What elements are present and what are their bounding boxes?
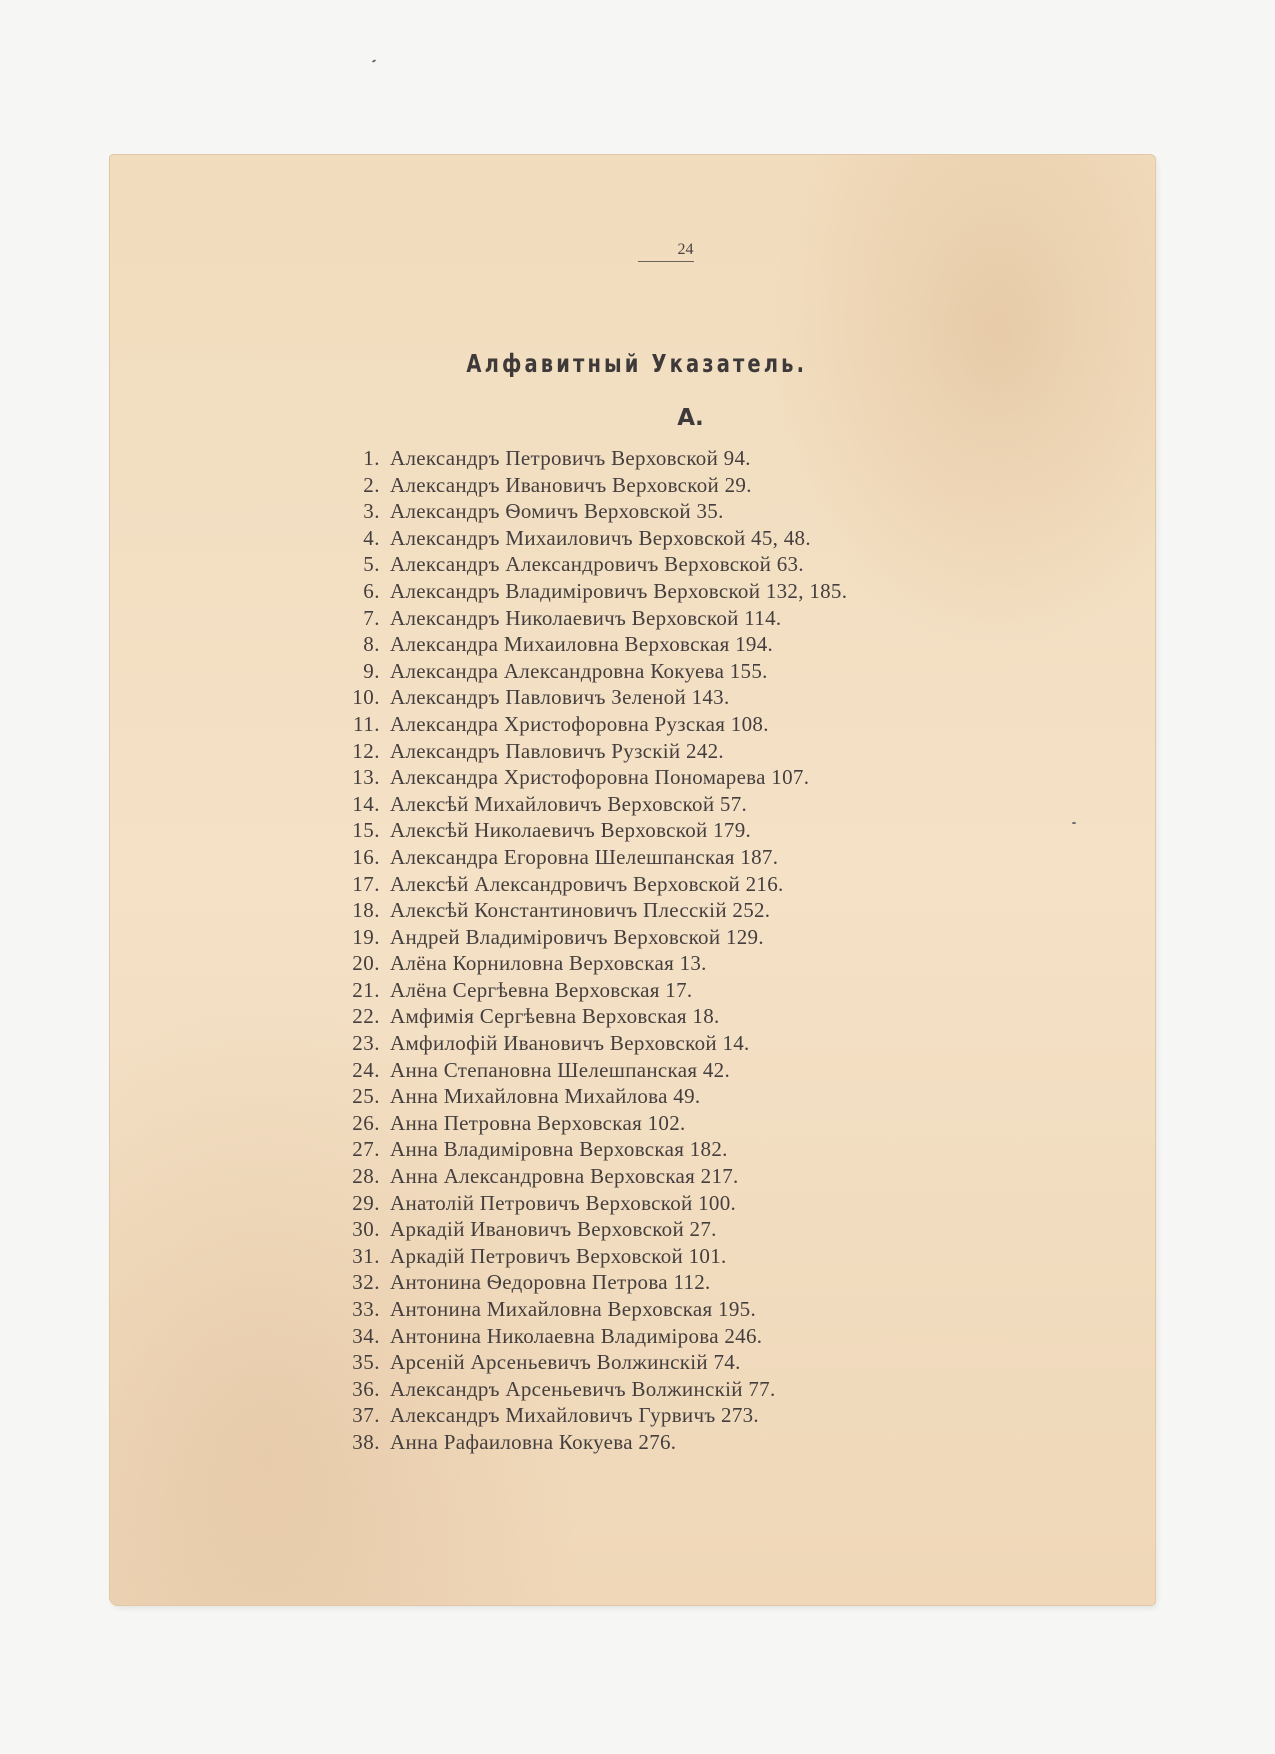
- entry-text: Алёна Корниловна Верховская 13.: [390, 951, 707, 976]
- entry-number: 26.: [352, 1110, 380, 1135]
- document-page: [110, 155, 1155, 1605]
- index-list: [330, 445, 847, 1456]
- index-entry: [330, 1190, 847, 1217]
- index-entry: [330, 1323, 847, 1350]
- entry-text: Амфилофій Ивановичъ Верховской 14.: [390, 1031, 750, 1056]
- index-entry: [330, 658, 847, 685]
- entry-text: Александра Егоровна Шелешпанская 187.: [390, 844, 779, 869]
- index-entry: [330, 871, 847, 898]
- entry-text: Александръ Александровичъ Верховской 63.: [390, 552, 804, 577]
- index-entry: [330, 1269, 847, 1296]
- entry-number: 17.: [352, 871, 380, 896]
- entry-number: 16.: [352, 844, 380, 869]
- entry-text: Александръ Ивановичъ Верховской 29.: [390, 472, 752, 497]
- index-entry: [330, 1429, 847, 1456]
- index-entry: [330, 1030, 847, 1057]
- entry-number: 11.: [353, 711, 380, 736]
- entry-text: Анна Рафаиловна Кокуева 276.: [390, 1429, 677, 1454]
- entry-text: Анна Петровна Верховская 102.: [390, 1110, 686, 1135]
- entry-text: Александръ Павловичъ Зеленой 143.: [390, 685, 730, 710]
- entry-number: 12.: [352, 738, 380, 763]
- index-entry: [330, 498, 847, 525]
- index-entry: [330, 844, 847, 871]
- index-entry: [330, 472, 847, 499]
- index-entry: [330, 1057, 847, 1084]
- entry-number: 7.: [363, 605, 380, 630]
- entry-text: Алексѣй Константиновичъ Плесскій 252.: [390, 898, 771, 923]
- index-entry: [330, 1216, 847, 1243]
- index-entry: [330, 711, 847, 738]
- entry-number: 13.: [352, 765, 380, 790]
- entry-number: 14.: [352, 791, 380, 816]
- entry-number: 21.: [352, 977, 380, 1002]
- entry-number: 37.: [352, 1403, 380, 1428]
- entry-text: Александра Христофоровна Рузская 108.: [390, 711, 769, 736]
- index-entry: [330, 578, 847, 605]
- entry-number: 6.: [363, 578, 380, 603]
- entry-number: 31.: [352, 1243, 380, 1268]
- entry-text: Анна Александровна Верховская 217.: [390, 1164, 739, 1189]
- index-entry: [330, 1243, 847, 1270]
- page-number: 24: [677, 241, 694, 258]
- paper-speck: [372, 59, 376, 63]
- paper-speck: [1072, 822, 1076, 824]
- entry-text: Алёна Сергѣевна Верховская 17.: [390, 977, 693, 1002]
- index-entry: [330, 924, 847, 951]
- index-entry: [330, 1003, 847, 1030]
- entry-number: 36.: [352, 1376, 380, 1401]
- entry-text: Александра Михаиловна Верховская 194.: [390, 632, 774, 657]
- index-entry: [330, 738, 847, 765]
- entry-number: 35.: [352, 1350, 380, 1375]
- entry-number: 2.: [363, 472, 380, 497]
- entry-text: Анна Михайловна Михайлова 49.: [390, 1084, 701, 1109]
- entry-number: 30.: [352, 1217, 380, 1242]
- entry-number: 18.: [352, 898, 380, 923]
- entry-number: 9.: [363, 658, 380, 683]
- entry-text: Арсеній Арсеньевичъ Волжинскій 74.: [390, 1350, 741, 1375]
- entry-text: Александръ Павловичъ Рузскій 242.: [390, 738, 724, 763]
- index-entry: [330, 684, 847, 711]
- index-entry: [330, 1376, 847, 1403]
- entry-number: 22.: [352, 1004, 380, 1029]
- entry-text: Александръ Арсеньевичъ Волжинскій 77.: [390, 1376, 776, 1401]
- entry-text: Александръ Владиміровичъ Верховской 132, 185.: [390, 578, 848, 603]
- entry-number: 27.: [352, 1137, 380, 1162]
- entry-text: Алексѣй Михайловичъ Верховской 57.: [390, 791, 748, 816]
- entry-text: Андрей Владиміровичъ Верховской 129.: [390, 924, 764, 949]
- entry-text: Анна Владиміровна Верховская 182.: [390, 1137, 728, 1162]
- entry-number: 1.: [363, 446, 380, 470]
- index-entry: [330, 1349, 847, 1376]
- index-entry: [330, 1296, 847, 1323]
- index-entry: [330, 551, 847, 578]
- entry-number: 20.: [352, 951, 380, 976]
- index-entry: [330, 605, 847, 632]
- entry-text: Александръ Михаиловичъ Верховской 45, 48.: [390, 525, 811, 550]
- entry-number: 24.: [352, 1057, 380, 1082]
- entry-text: Алексѣй Александровичъ Верховской 216.: [390, 871, 784, 896]
- index-entry: [330, 1110, 847, 1137]
- entry-number: 8.: [363, 632, 380, 657]
- entry-number: 29.: [352, 1190, 380, 1215]
- entry-text: Антонина Михайловна Верховская 195.: [390, 1297, 756, 1321]
- index-entry: [330, 977, 847, 1004]
- entry-text: Аркадій Ивановичъ Верховской 27.: [390, 1217, 717, 1242]
- entry-text: Анна Степановна Шелешпанская 42.: [390, 1057, 731, 1082]
- entry-text: Амфимія Сергѣевна Верховская 18.: [390, 1004, 720, 1029]
- entry-text: Александръ Ѳомичъ Верховской 35.: [390, 499, 724, 524]
- index-heading: Алфавитный Указатель.: [466, 349, 808, 378]
- entry-number: 15.: [352, 818, 380, 843]
- index-entry: [330, 950, 847, 977]
- entry-text: Александра Христофоровна Пономарева 107.: [390, 765, 810, 790]
- entry-number: 23.: [352, 1031, 380, 1056]
- index-entry: [330, 817, 847, 844]
- index-entry: [330, 1402, 847, 1429]
- entry-text: Антонина Николаевна Владимірова 246.: [390, 1323, 763, 1348]
- index-entry: [330, 445, 847, 472]
- page-number-rule: [638, 261, 694, 262]
- index-entry: [330, 1163, 847, 1190]
- index-entry: [330, 1083, 847, 1110]
- entry-number: 19.: [352, 924, 380, 949]
- entry-number: 5.: [363, 552, 380, 577]
- index-entry: [330, 525, 847, 552]
- entry-number: 34.: [352, 1323, 380, 1348]
- entry-text: Антонина Ѳедоровна Петрова 112.: [390, 1270, 711, 1295]
- index-entry: [330, 1136, 847, 1163]
- entry-text: Александръ Михайловичъ Гурвичъ 273.: [390, 1403, 759, 1428]
- entry-number: 33.: [352, 1297, 380, 1321]
- entry-text: Александръ Николаевичъ Верховской 114.: [390, 605, 782, 630]
- entry-number: 10.: [352, 685, 380, 710]
- entry-number: 3.: [363, 499, 380, 524]
- entry-number: 25.: [352, 1084, 380, 1109]
- section-letter: А.: [677, 405, 704, 431]
- entry-text: Александръ Петровичъ Верховской 94.: [390, 446, 751, 470]
- entry-text: Алексѣй Николаевичъ Верховской 179.: [390, 818, 752, 843]
- entry-number: 38.: [352, 1429, 380, 1454]
- entry-text: Аркадій Петровичъ Верховской 101.: [390, 1243, 727, 1268]
- entry-number: 4.: [363, 525, 380, 550]
- entry-number: 28.: [352, 1164, 380, 1189]
- entry-text: Александра Александровна Кокуева 155.: [390, 658, 768, 683]
- entry-text: Анатолій Петровичъ Верховской 100.: [390, 1190, 737, 1215]
- index-entry: [330, 791, 847, 818]
- entry-number: 32.: [352, 1270, 380, 1295]
- index-entry: [330, 631, 847, 658]
- index-entry: [330, 764, 847, 791]
- index-entry: [330, 897, 847, 924]
